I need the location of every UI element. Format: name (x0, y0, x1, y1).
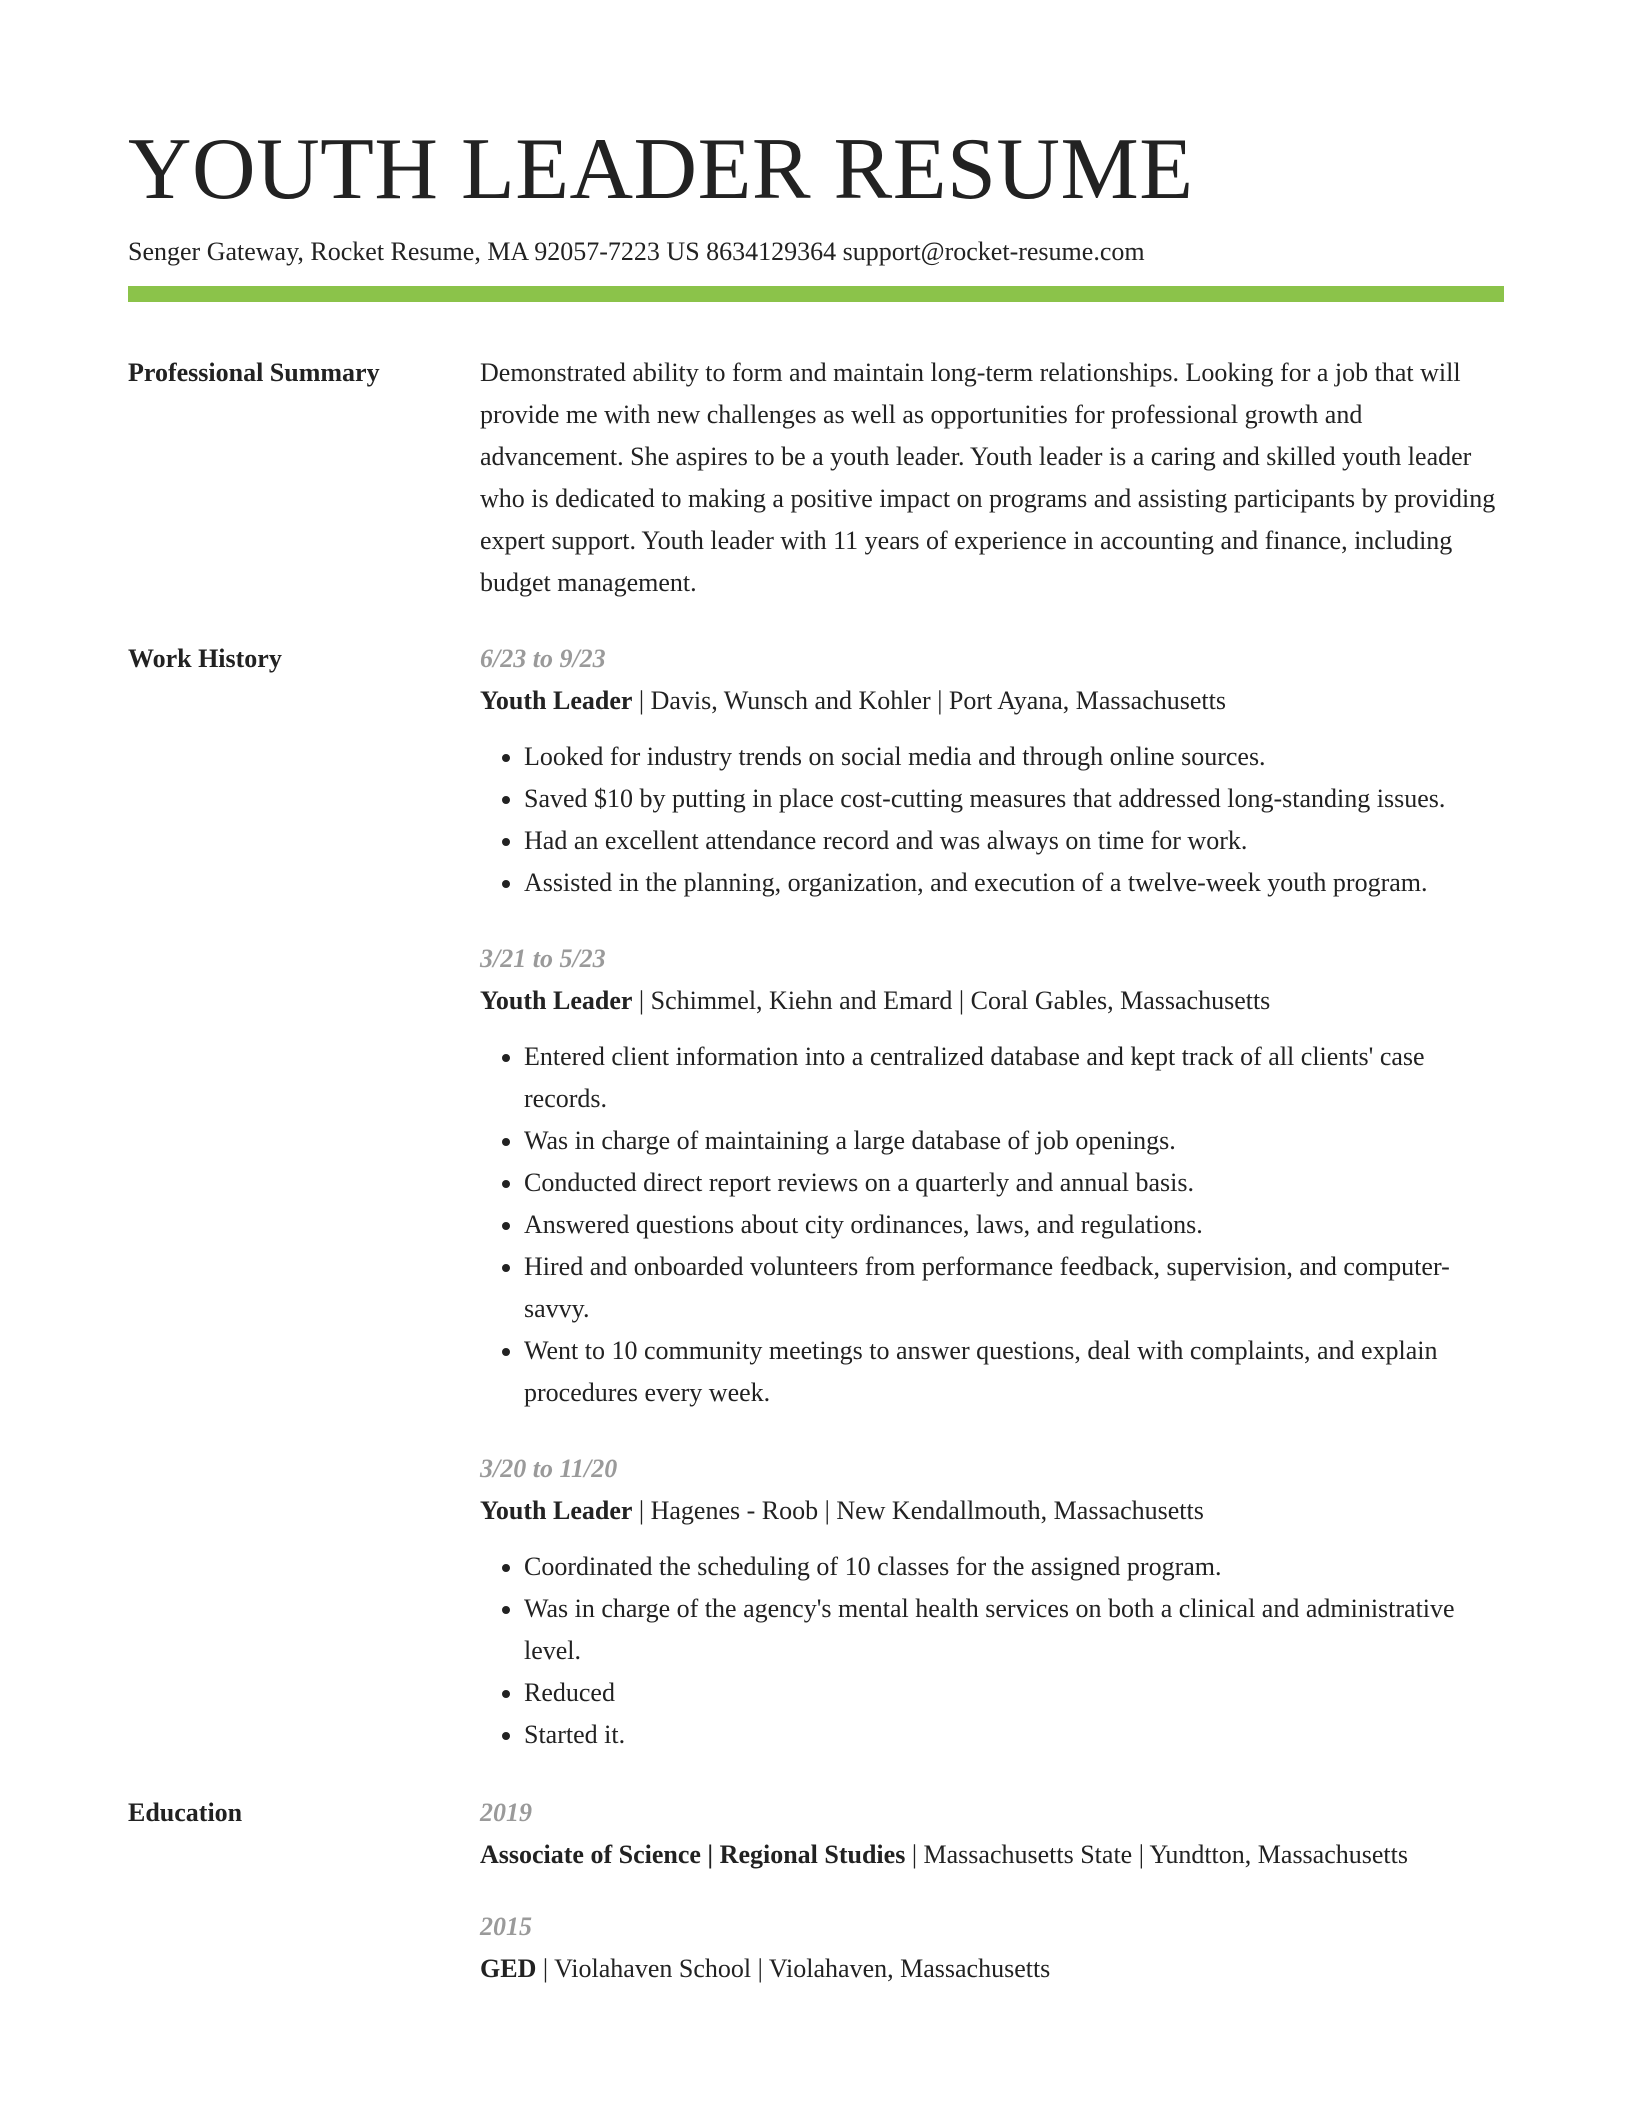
section-label-education: Education (128, 1798, 243, 1827)
job-heading (480, 680, 1504, 722)
job-heading (480, 980, 1504, 1022)
job-title: Youth Leader (480, 986, 633, 1015)
job-bullets (480, 1036, 1504, 1414)
job-dates: 6/23 to 9/23 (480, 644, 606, 673)
job-bullet: • Answered questions about city ordinances, laws, and regulations. (524, 1204, 1504, 1246)
job-bullet: • Entered client information into a centralized database and kept track of all clients' case records. (524, 1036, 1504, 1120)
accent-divider (128, 286, 1504, 302)
resume-title: YOUTH LEADER RESUME (128, 121, 1194, 218)
resume-page (128, 118, 1504, 2020)
section-label-summary: Professional Summary (128, 358, 380, 387)
job-bullet: • Conducted direct report reviews on a quarterly and annual basis. (524, 1162, 1504, 1204)
education-heading (480, 1948, 1504, 1990)
job-entry (480, 1448, 1504, 1756)
job-dates: 3/20 to 11/20 (480, 1454, 618, 1483)
job-bullet: • Coordinated the scheduling of 10 classes for the assigned program. (524, 1546, 1504, 1588)
education-details: | Massachusetts State | Yundtton, Massachusetts (905, 1840, 1408, 1869)
education-details: | Violahaven School | Violahaven, Massachusetts (536, 1954, 1051, 1983)
education-section (128, 1792, 1504, 2020)
job-bullet: • Assisted in the planning, organization, and execution of a twelve-week youth program. (524, 862, 1504, 904)
job-bullet: • Was in charge of maintaining a large database of job openings. (524, 1120, 1504, 1162)
job-details: | Schimmel, Kiehn and Emard | Coral Gables, Massachusetts (632, 986, 1271, 1015)
job-title: Youth Leader (480, 1496, 633, 1525)
job-heading (480, 1490, 1504, 1532)
job-bullet: • Saved $10 by putting in place cost-cutting measures that addressed long-standing issues. (524, 778, 1504, 820)
work-history-content (480, 638, 1504, 1756)
job-bullets (480, 736, 1504, 904)
job-bullet: • Had an excellent attendance record and was always on time for work. (524, 820, 1504, 862)
education-year: 2019 (480, 1798, 532, 1827)
job-entry (480, 638, 1504, 904)
education-degree: Associate of Science | Regional Studies (480, 1840, 906, 1869)
education-entry (480, 1792, 1504, 1876)
job-bullet: • Started it. (524, 1714, 1504, 1756)
job-bullets (480, 1546, 1504, 1756)
education-year: 2015 (480, 1912, 532, 1941)
job-details: | Hagenes - Roob | New Kendallmouth, Massachusetts (632, 1496, 1204, 1525)
job-bullet: • Reduced (524, 1672, 1504, 1714)
job-dates: 3/21 to 5/23 (480, 944, 606, 973)
summary-text: Demonstrated ability to form and maintain long-term relationships. Looking for a job that will provide me with new challenges as well as opportunities for professional growth and advancement. She aspires to be a youth leader. Youth leader is a caring and skilled youth leader who is dedicated to making a positive impact on programs and assisting participants by providing expert support. Youth leader with 11 years of experience in accounting and finance, including budget management. (480, 358, 1496, 597)
education-content (480, 1792, 1504, 2020)
job-bullet: • Went to 10 community meetings to answer questions, deal with complaints, and explain procedures every week. (524, 1330, 1504, 1414)
education-entry (480, 1906, 1504, 1990)
job-details: | Davis, Wunsch and Kohler | Port Ayana, Massachusetts (632, 686, 1226, 715)
education-heading (480, 1834, 1504, 1876)
job-bullet: • Looked for industry trends on social media and through online sources. (524, 736, 1504, 778)
job-bullet: • Hired and onboarded volunteers from performance feedback, supervision, and computer-savvy. (524, 1246, 1504, 1330)
job-title: Youth Leader (480, 686, 633, 715)
section-label-work-history: Work History (128, 644, 282, 673)
summary-content (480, 352, 1504, 604)
work-history-section (128, 638, 1504, 1756)
job-bullet: • Was in charge of the agency's mental health services on both a clinical and administrative level. (524, 1588, 1504, 1672)
education-degree: GED (480, 1954, 537, 1983)
summary-section (128, 352, 1504, 604)
job-entry (480, 938, 1504, 1414)
contact-line: Senger Gateway, Rocket Resume, MA 92057-7223 US 8634129364 support@rocket-resume.com (128, 237, 1145, 266)
